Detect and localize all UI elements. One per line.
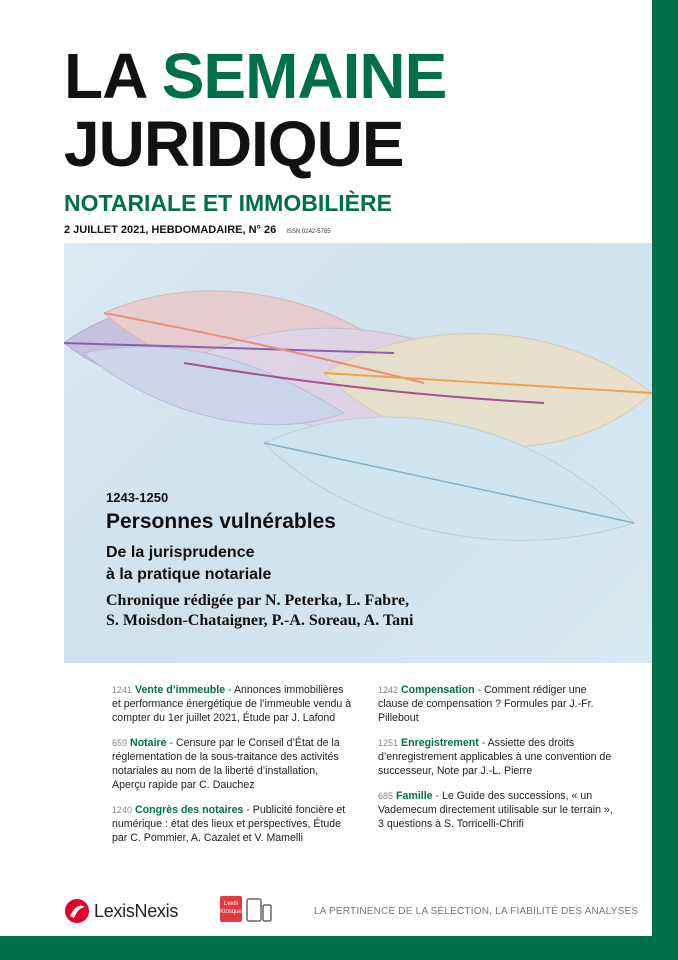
issn: ISSN 0242-5785 xyxy=(286,229,331,235)
entry-number: 1242 xyxy=(378,685,399,695)
feature-subtitle-line1: De la jurisprudence xyxy=(106,544,255,561)
entry-number: 685 xyxy=(378,791,394,801)
entry-number: 1240 xyxy=(112,805,133,815)
masthead-semaine: SEMAINE xyxy=(161,40,447,112)
lexisnexis-logo-icon xyxy=(64,898,90,924)
entry-number: 1251 xyxy=(378,738,399,748)
entry-keyword: Congrès des notaires xyxy=(135,804,244,816)
contents-entry: 1242 Compensation - Comment rédiger une clause de compensation ? Formules par J.-Fr. Pillebout xyxy=(378,684,594,724)
issue-date: 2 JUILLET 2021, HEBDOMADAIRE, N° 26 xyxy=(64,224,277,236)
entry-text: Le Guide des successions, « un Vademecum directement utilisable sur le terrain », 3 questions à S. Torricelli-Chrifi xyxy=(378,790,613,830)
right-green-border xyxy=(652,0,678,960)
entry-keyword: Famille xyxy=(396,790,433,802)
lexis-kiosque-badge xyxy=(220,896,242,922)
entry-text: Annonces immobilières et performance énergétique de l’immeuble vendu à compter du 1er juillet 2021, Étude par J. Lafond xyxy=(112,684,352,724)
contents-entry: 1240 Congrès des notaires - Publicité foncière et numérique : état des lieux et perspectives, Étude par C. Pommier, A. Cazalet et V. Mamelli xyxy=(112,804,346,844)
entry-text: Censure par le Conseil d’État de la réglementation de la sous-traitance des activités notariales au nom de la liberté d’installation, Aperçu rapide par C. Dauchez xyxy=(112,737,340,791)
feature-range: 1243-1250 xyxy=(106,490,169,505)
masthead-subtitle: NOTARIALE ET IMMOBILIÈRE xyxy=(64,190,392,216)
bottom-green-border xyxy=(0,936,678,960)
masthead-la: LA xyxy=(64,40,145,112)
contents-entry: 685 Famille - Le Guide des successions, « un Vademecum directement utilisable sur le terrain », 3 questions à S. Torricelli-Chrifi xyxy=(378,790,613,830)
kiosque-line2: Kiosque xyxy=(220,909,242,915)
entry-number: 1241 xyxy=(112,685,133,695)
entry-keyword: Notaire xyxy=(130,737,167,749)
entry-text: Comment rédiger une clause de compensation ? Formules par J.-Fr. Pillebout xyxy=(378,684,594,724)
entry-keyword: Enregistrement xyxy=(401,737,479,749)
entry-keyword: Vente d’immeuble xyxy=(135,684,226,696)
tablet-phone-icon xyxy=(246,898,272,922)
feature-title: Personnes vulnérables xyxy=(106,510,336,533)
footer-tagline: LA PERTINENCE DE LA SÉLECTION, LA FIABILITÉ DES ANALYSES xyxy=(314,906,639,917)
contents-right-column xyxy=(378,683,618,842)
brand-name: LexisNexis xyxy=(94,901,179,921)
entry-text: Publicité foncière et numérique : état des lieux et perspectives, Étude par C. Pommier, A. Cazalet et V. Mamelli xyxy=(112,804,346,844)
entry-number: 659 xyxy=(112,738,128,748)
entry-text: Assiette des droits d’enregistrement applicables à une convention de successeur, Note par J.-L. Pierre xyxy=(378,737,612,777)
dateline xyxy=(64,224,331,236)
kiosque-line1: Lexis xyxy=(223,901,238,907)
feature-byline-line2: S. Moisdon-Chataigner, P.-A. Soreau, A. Tani xyxy=(106,612,414,629)
masthead-title-line1 xyxy=(64,40,447,112)
masthead-juridique: JURIDIQUE xyxy=(64,108,404,180)
feature-subtitle-line2: à la pratique notariale xyxy=(106,566,272,583)
contents-entry: 1251 Enregistrement - Assiette des droits d’enregistrement applicables à une convention de successeur, Note par J.-L. Pierre xyxy=(378,737,612,777)
entry-keyword: Compensation xyxy=(401,684,475,696)
feature-byline-line1: Chronique rédigée par N. Peterka, L. Fabre, xyxy=(106,592,410,609)
contents-entry: 1241 Vente d’immeuble - Annonces immobilières et performance énergétique de l’immeuble vendu à compter du 1er juillet 2021, Étude par J. Lafond xyxy=(112,684,352,724)
contents-left-column xyxy=(112,683,352,856)
contents-entry: 659 Notaire - Censure par le Conseil d’État de la réglementation de la sous-traitance des activités notariales au nom de la liberté d’installation, Aperçu rapide par C. Dauchez xyxy=(112,737,340,791)
